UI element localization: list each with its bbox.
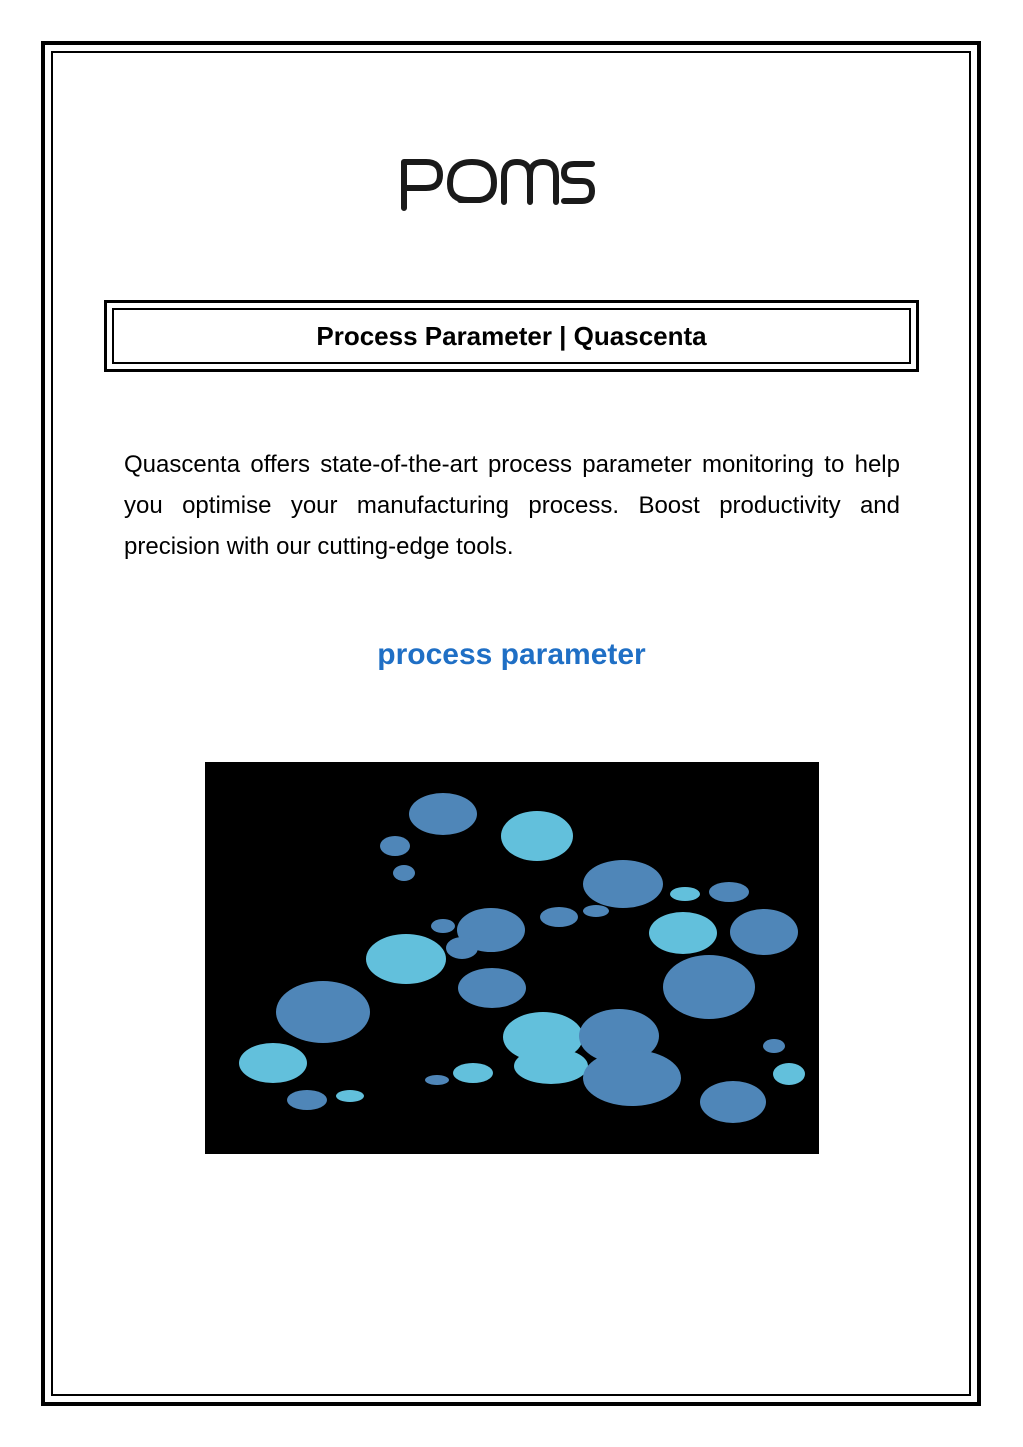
bubble bbox=[583, 1050, 681, 1106]
bubble bbox=[730, 909, 798, 955]
page-title: Process Parameter | Quascenta bbox=[316, 320, 707, 351]
bubble bbox=[670, 887, 700, 901]
bubble bbox=[446, 937, 478, 959]
bubble bbox=[583, 905, 609, 917]
bubble bbox=[380, 836, 410, 856]
bubble bbox=[276, 981, 370, 1043]
bubble bbox=[763, 1039, 785, 1053]
bubble bbox=[458, 968, 526, 1008]
page-border-inner bbox=[51, 51, 971, 1396]
title-box bbox=[112, 308, 911, 364]
bubble bbox=[649, 912, 717, 954]
bubble bbox=[540, 907, 578, 927]
bubble bbox=[663, 955, 755, 1019]
bubble bbox=[514, 1048, 588, 1084]
bubble bbox=[583, 860, 663, 908]
bubble bbox=[393, 865, 415, 881]
bubbles-image bbox=[205, 762, 819, 1154]
description-paragraph: Quascenta offers state-of-the-art process parameter monitoring to help you optimise your manufacturing process. Boost productivity and precision with our cutting-edge tools. bbox=[124, 451, 900, 560]
bubble bbox=[366, 934, 446, 984]
bubble bbox=[773, 1063, 805, 1085]
bubble bbox=[431, 919, 455, 933]
pqms-logo bbox=[398, 150, 598, 214]
bubble bbox=[501, 811, 573, 861]
bubble bbox=[336, 1090, 364, 1102]
bubble bbox=[409, 793, 477, 835]
bubble bbox=[700, 1081, 766, 1123]
bubble bbox=[425, 1075, 449, 1085]
bubble bbox=[239, 1043, 307, 1083]
bubble bbox=[709, 882, 749, 902]
process-parameter-link[interactable]: process parameter bbox=[377, 638, 646, 671]
bubble bbox=[287, 1090, 327, 1110]
bubble bbox=[453, 1063, 493, 1083]
